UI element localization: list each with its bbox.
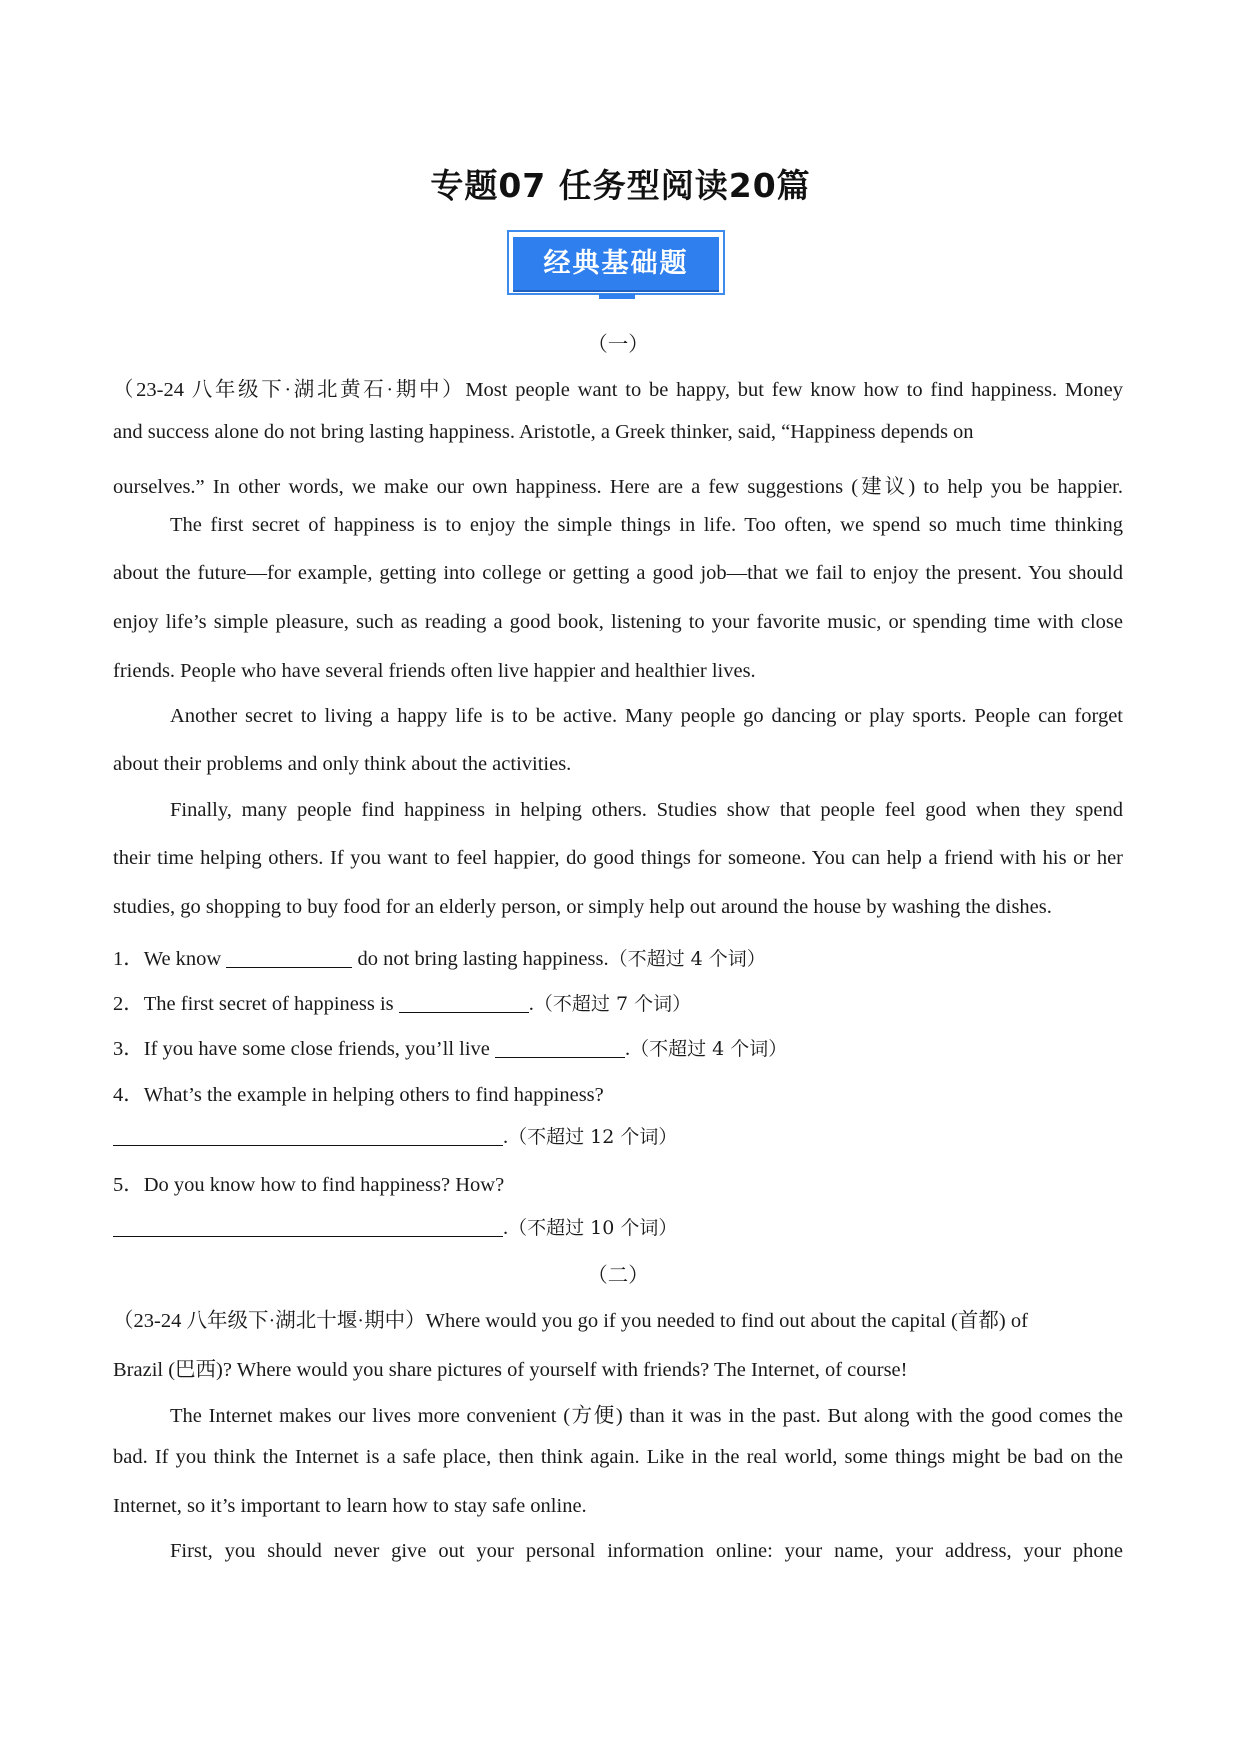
passage-1-number: （一） — [587, 334, 649, 356]
section-badge — [503, 224, 729, 299]
passage-2-number: （二） — [587, 1265, 649, 1287]
passage-1-line-9: about their problems and only think about the activities. — [113, 753, 572, 775]
passage-2-line-3: The Internet makes our lives more convenient (方便) than it was in the past. But along with the good comes the — [170, 1405, 1123, 1427]
passage-1-line-2: and success alone do not bring lasting happiness. Aristotle, a Greek thinker, said, “Happiness depends on — [113, 421, 974, 443]
passage-2-line-2: Brazil (巴西)? Where would you share pictures of yourself with friends? The Internet, of course! — [113, 1359, 908, 1381]
question-3: 3．If you have some close friends, you’ll live .（不超过 4 个词） — [113, 1038, 788, 1060]
passage-1-line-4: The first secret of happiness is to enjoy the simple things in life. Too often, we spend so much time thinking — [170, 514, 1123, 536]
passage-2-line-5: Internet, so it’s important to learn how to stay safe online. — [113, 1495, 587, 1517]
question-1: 1．We know do not bring lasting happiness.（不超过 4 个词） — [113, 948, 766, 970]
passage-1-line-3: ourselves.” In other words, we make our own happiness. Here are a few suggestions (建议) to help you be happier. — [113, 476, 1123, 498]
passage-1-line-6: enjoy life’s simple pleasure, such as reading a good book, listening to your favorite music, or spending time with close — [113, 611, 1123, 633]
passage-1-line-5: about the future—for example, getting into college or getting a good job—that we fail to enjoy the present. You should — [113, 562, 1123, 584]
question-5-answer: .（不超过 10 个词） — [113, 1213, 1123, 1240]
page-title: 专题07 任务型阅读20篇 — [430, 166, 811, 205]
answer-blank-2[interactable] — [399, 992, 529, 1013]
passage-2-line-6: First, you should never give out your personal information online: your name, your address, your phone — [170, 1540, 1123, 1562]
passage-2-line-4: bad. If you think the Internet is a safe place, then think again. Like in the real world, some things might be bad on the — [113, 1446, 1123, 1468]
question-4-answer: .（不超过 12 个词） — [113, 1122, 1123, 1149]
section-badge-label: 经典基础题 — [513, 237, 719, 290]
passage-1-line-1: （23-24 八年级下·湖北黄石·期中）Most people want to be happy, but few know how to find happiness. Money — [113, 379, 1123, 401]
question-2: 2．The first secret of happiness is .（不超过 7 个词） — [113, 993, 692, 1015]
question-4: 4．What’s the example in helping others to find happiness? — [113, 1084, 604, 1106]
answer-blank-3[interactable] — [495, 1037, 625, 1058]
answer-blank-4[interactable] — [113, 1125, 503, 1146]
question-5: 5．Do you know how to find happiness? How? — [113, 1174, 505, 1196]
answer-blank-5[interactable] — [113, 1216, 503, 1237]
passage-1-line-11: their time helping others. If you want to feel happier, do good things for someone. You can help a friend with his or her — [113, 847, 1123, 869]
answer-blank-1[interactable] — [226, 947, 352, 968]
passage-1-line-10: Finally, many people find happiness in helping others. Studies show that people feel good when they spend — [170, 799, 1123, 821]
passage-1-line-7: friends. People who have several friends often live happier and healthier lives. — [113, 660, 756, 682]
passage-1-line-12: studies, go shopping to buy food for an elderly person, or simply help out around the house by washing the dishes. — [113, 896, 1052, 918]
passage-1-line-8: Another secret to living a happy life is to be active. Many people go dancing or play sports. People can forget — [170, 705, 1123, 727]
passage-2-line-1: （23-24 八年级下·湖北十堰·期中）Where would you go if you needed to find out about the capital (首都) of — [113, 1310, 1028, 1332]
